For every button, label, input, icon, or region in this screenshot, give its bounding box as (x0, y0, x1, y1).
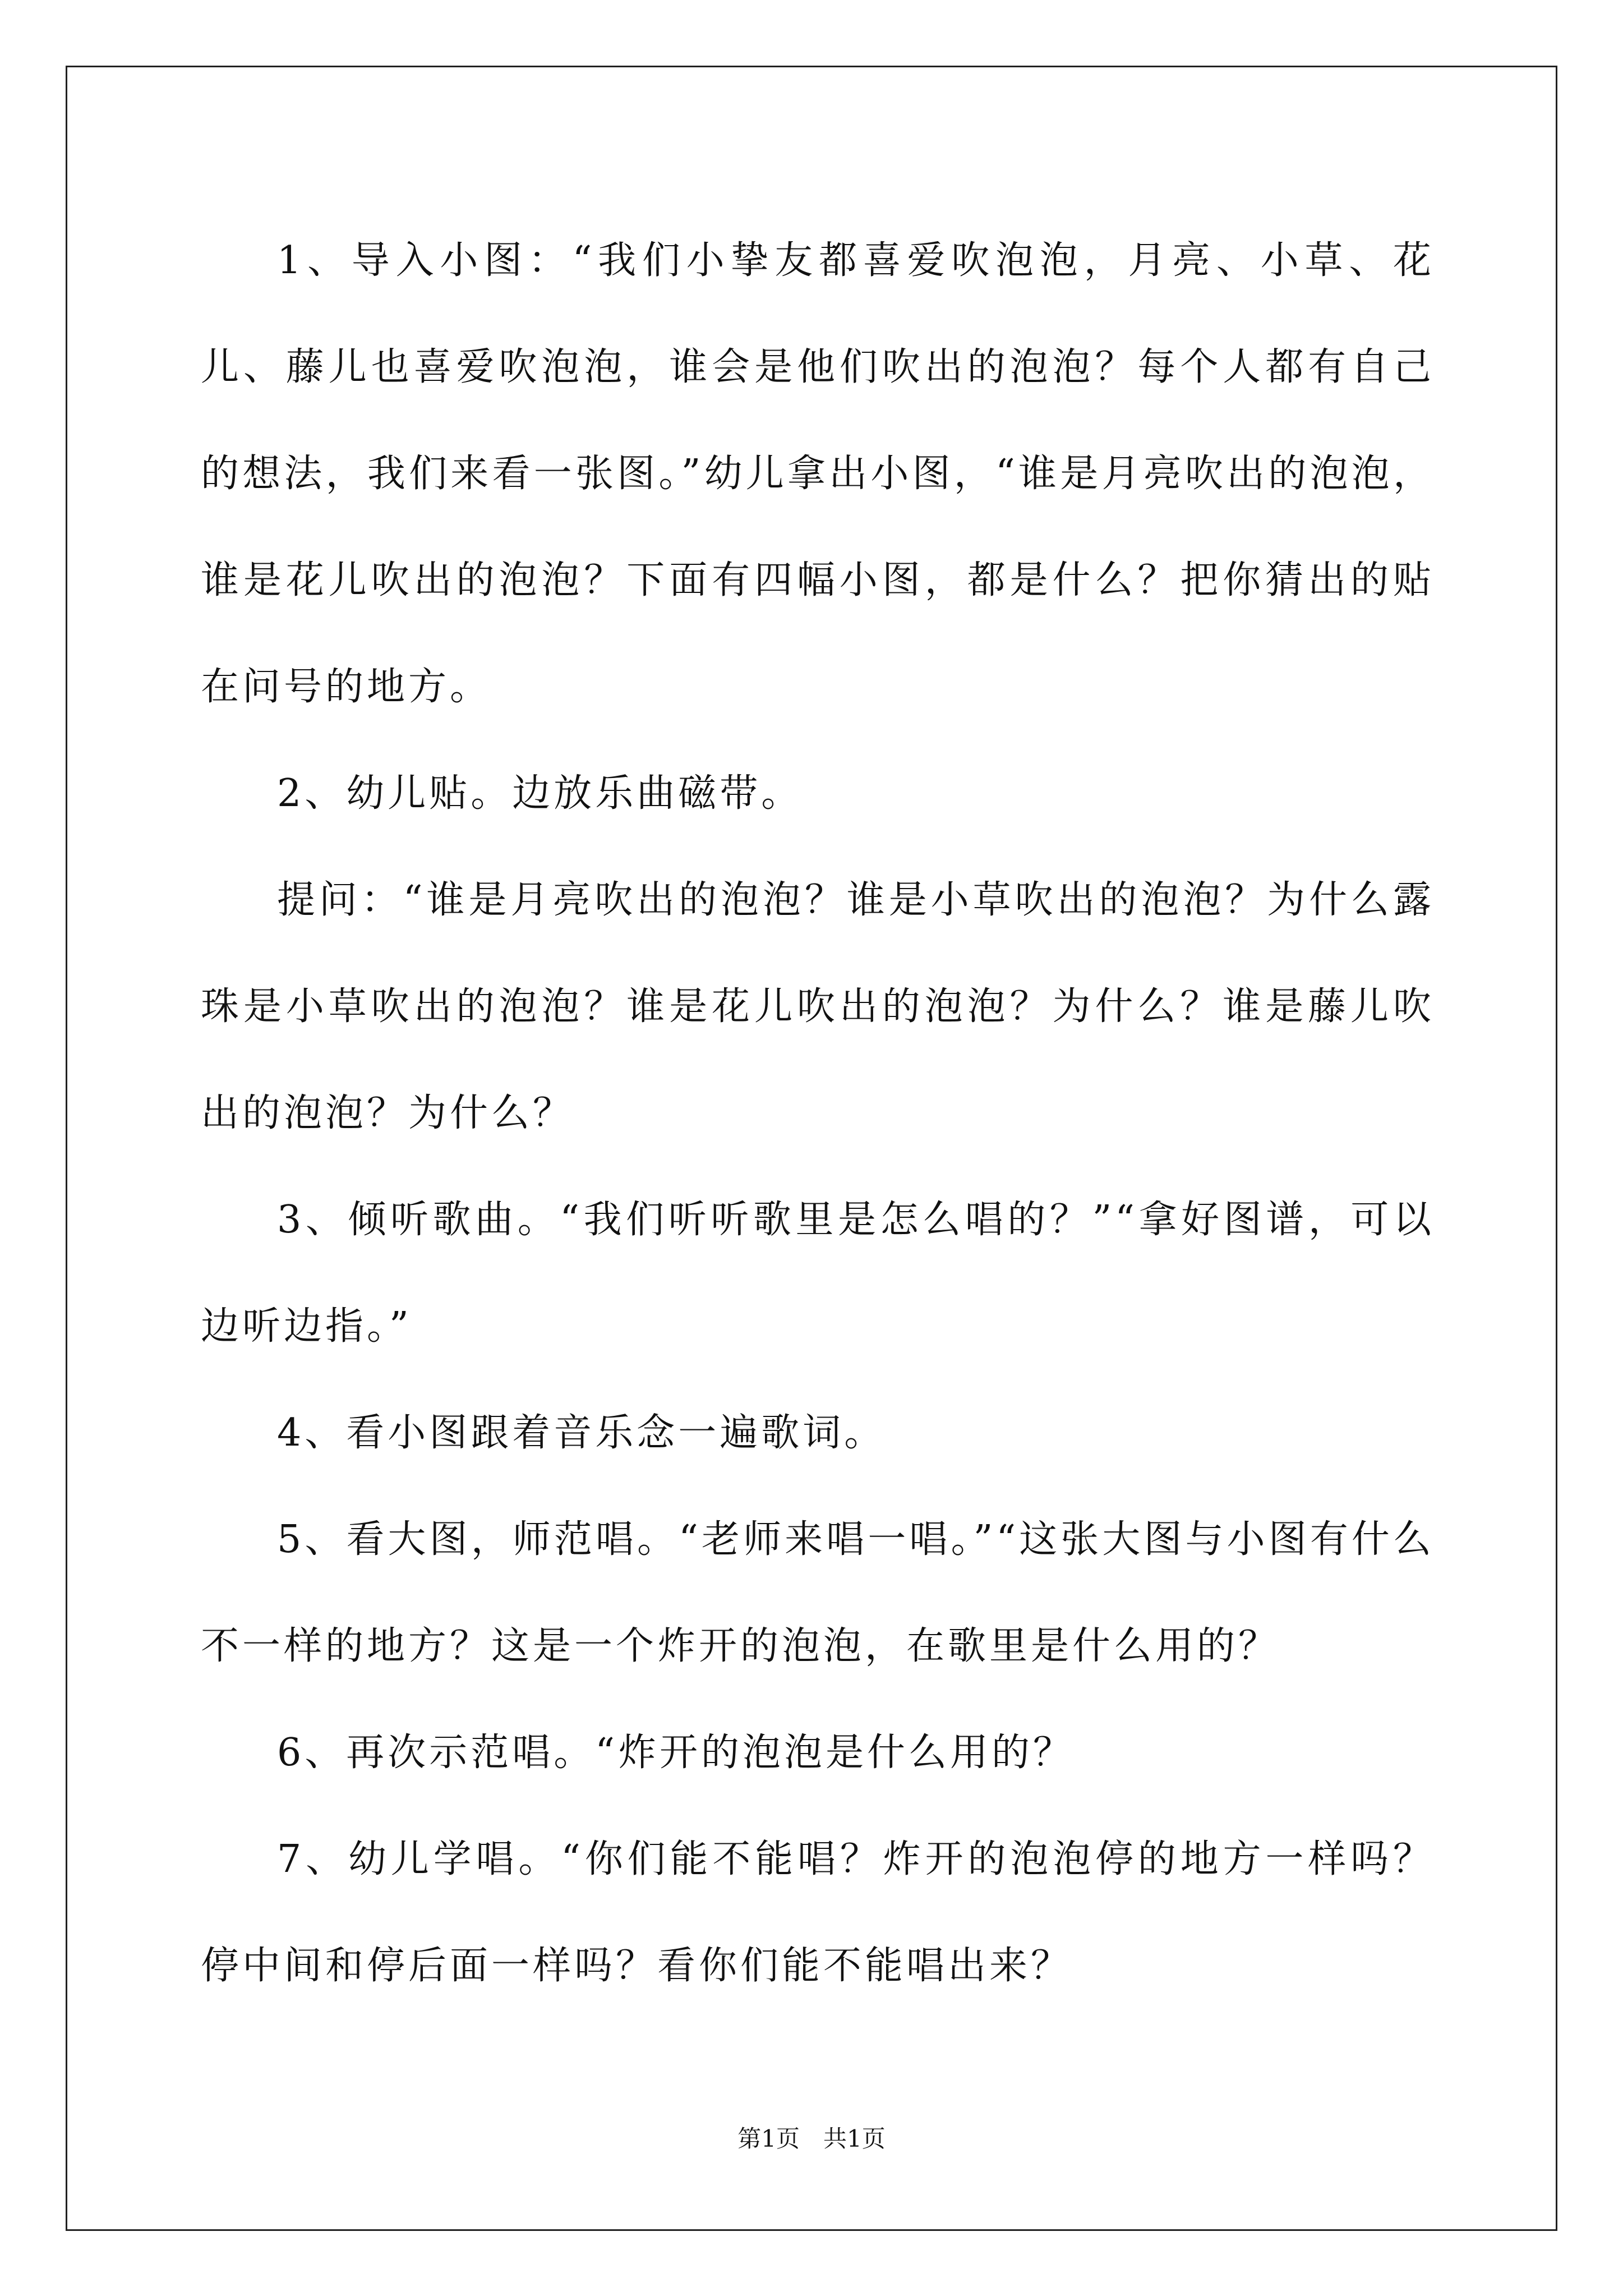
paragraph-2: 2、幼儿贴。边放乐曲磁带。 (277, 771, 803, 816)
paragraph-4: 3、倾听歌曲。“我们听听歌里是怎么唱的？”“拿好图谱，可以边听边指。” (201, 1198, 1435, 1349)
page-footer: 第1页 共1页 (737, 2125, 886, 2152)
paragraph-6: 5、看大图，师范唱。“老师来唱一唱。”“这张大图与小图有什么不一样的地方？这是一个炸开的泡泡，在歌里是什么用的？ (201, 1517, 1435, 1668)
paragraph-5: 4、看小图跟着音乐念一遍歌词。 (277, 1411, 886, 1455)
paragraph-8: 7、幼儿学唱。“你们能不能唱？炸开的泡泡停的地方一样吗？停中间和停后面一样吗？看你们能不能唱出来？ (201, 1837, 1435, 1988)
document-body (201, 208, 1435, 2019)
paragraph-3: 提问：“谁是月亮吹出的泡泡？谁是小草吹出的泡泡？为什么露珠是小草吹出的泡泡？谁是花儿吹出的泡泡？为什么？谁是藤儿吹出的泡泡？为什么？ (201, 878, 1435, 1135)
paragraph-7: 6、再次示范唱。“炸开的泡泡是什么用的？ (277, 1731, 1075, 1775)
paragraph-1: 1、导入小图：“我们小挚友都喜爱吹泡泡，月亮、小草、花儿、藤儿也喜爱吹泡泡，谁会是他们吹出的泡泡？每个人都有自己的想法，我们来看一张图。”幼儿拿出小图，“谁是月亮吹出的泡泡，谁是花儿吹出的泡泡？下面有四幅小图，都是什么？把你猜出的贴在问号的地方。 (201, 238, 1435, 709)
